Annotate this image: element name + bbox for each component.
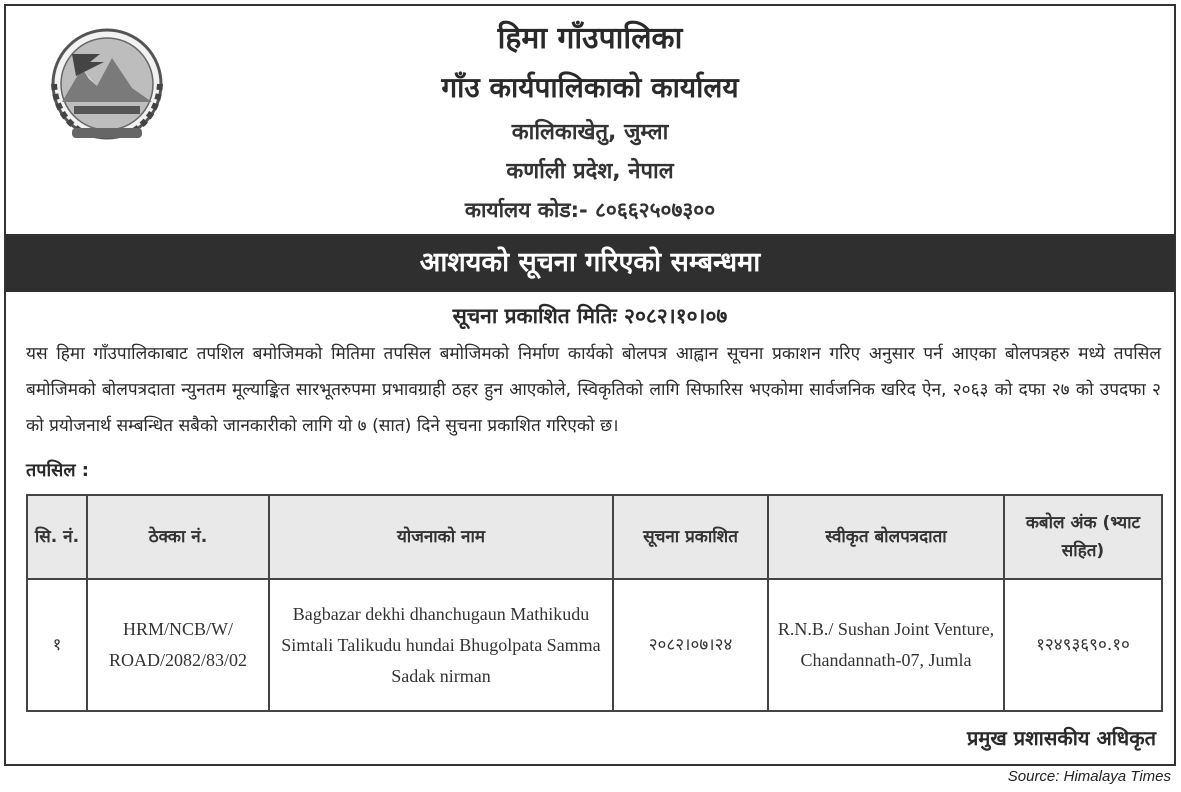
table-row [27,579,1162,711]
notice-body-paragraph: यस हिमा गाँउपालिकाबाट तपशिल बमोजिमको मितिमा तपसिल बमोजिमको निर्माण कार्यको बोलपत्र आह्वान सूचना प्रकाशन गरिए अनुसार पर्न आएका बोलपत्रहरु मध्ये तपसिल बमोजिमको बोलपत्रदाता न्युनतम मूल्याङ्कित सारभूतरुपमा प्रभावग्राही ठहर हुन आएकोले, स्विकृतिको लागि सिफारिस भएकोमा सार्वजनिक खरिद ऐन, २०६३ को दफा २७ को उपदफा २ को प्रयोजनार्थ सम्बन्धित सबैको जानकारीको लागि यो ७ (सात) दिने सुचना प्रकाशित गरिएको छ। [26,344,1161,436]
cell-bid-amount: १२४९३६९०.१० [1004,579,1162,711]
schedule-label: तपसिल : [26,460,89,481]
col-header-notice-published: सूचना प्रकाशित [613,495,768,579]
col-header-bid-amount: कबोल अंक (भ्याट सहित) [1004,495,1162,579]
notice-frame [4,4,1176,766]
header-block [6,6,1174,221]
municipality-name: हिमा गाँउपालिका [497,21,683,56]
publication-date: सूचना प्रकाशित मितिः २०८२।१०।०७ [452,304,728,328]
office-name: गाँउ कार्यपालिकाको कार्यालय [441,71,739,104]
cell-sn: १ [27,579,87,711]
cell-notice-date: २०८२।०७।२४ [613,579,768,711]
cell-project-name: Bagbazar dekhi dhanchugaun Mathikudu Simtali Talikudu hundai Bhugolpata Samma Sadak nirman [269,579,613,711]
col-header-contract-no: ठेक्का नं. [87,495,269,579]
cell-accepted-bidder: R.N.B./ Sushan Joint Venture, Chandannath-07, Jumla [768,579,1004,711]
source-credit: Source: Himalaya Times [1007,768,1171,785]
col-header-accepted-bidder: स्वीकृत बोलपत्रदाता [768,495,1004,579]
signatory-title: प्रमुख प्रशासकीय अधिकृत [967,726,1156,750]
col-header-project-name: योजनाको नाम [269,495,613,579]
notice-title-banner: आशयको सूचना गरिएको सम्बन्धमा [6,234,1174,292]
table-header-row [27,495,1162,579]
col-header-sn: सि. नं. [27,495,87,579]
province-country: कर्णाली प्रदेश, नेपाल [506,159,674,184]
contract-table [26,494,1163,712]
cell-contract-no: HRM/NCB/W/ ROAD/2082/83/02 [87,579,269,711]
office-code: कार्यालय कोड:- ८०६६२५०७३०० [464,198,716,222]
office-address: कालिकाखेतु, जुम्ला [511,120,669,145]
